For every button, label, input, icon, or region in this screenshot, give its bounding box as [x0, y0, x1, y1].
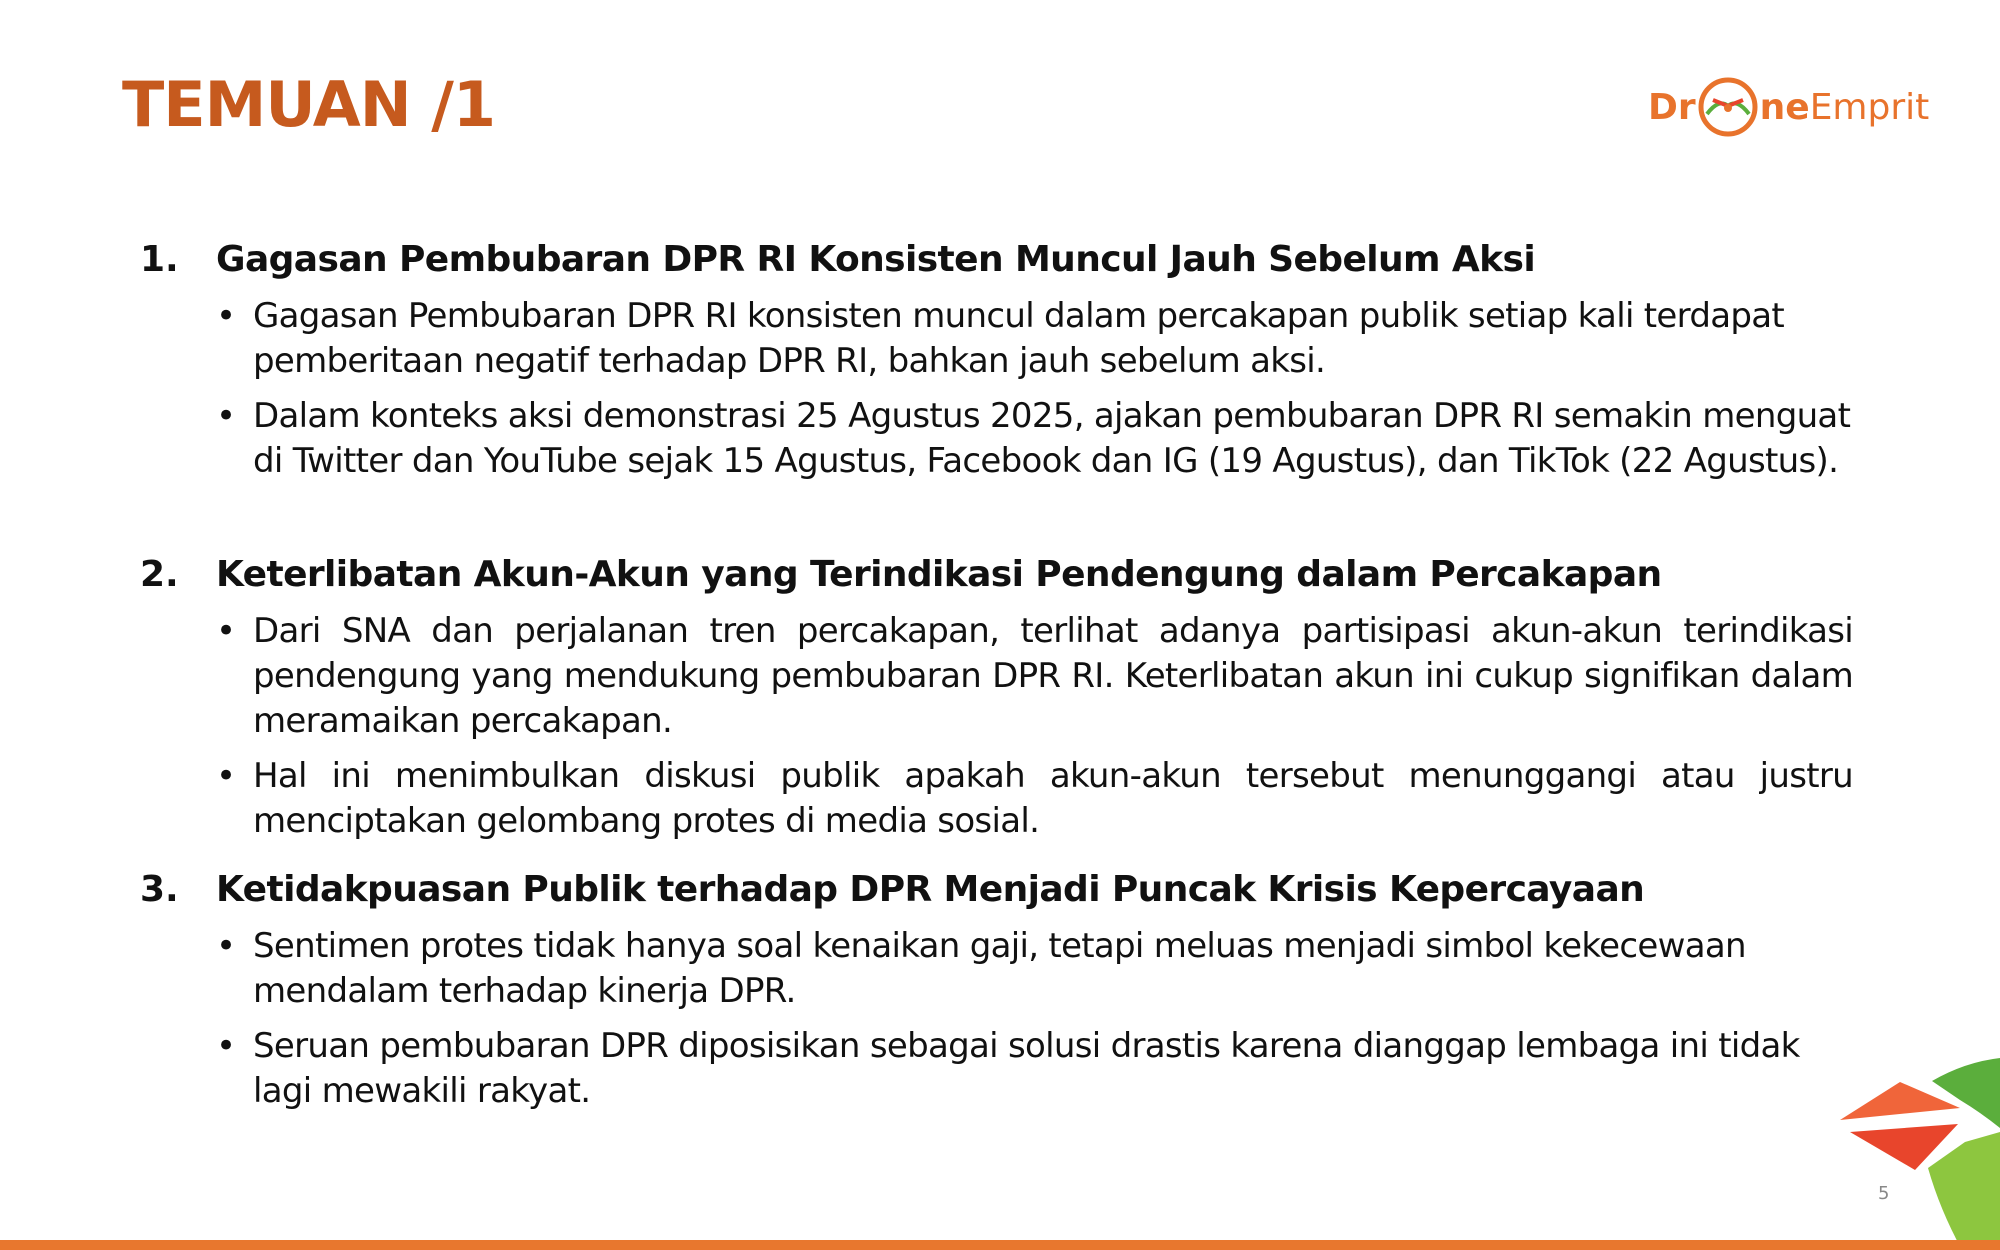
finding-heading: Keterlibatan Akun-Akun yang Terindikasi Pendengung dalam Percakapan [216, 554, 1662, 595]
bullet-dot: • [216, 756, 237, 796]
bullet-dot: • [216, 396, 237, 436]
logo-text-dr: Dr [1648, 86, 1696, 128]
bullet-text: Dari SNA dan perjalanan tren percakapan, terlihat adanya partisipasi akun-akun terindikasi pendengung yang mendukung pembubaran DPR RI. Keterlibatan akun ini cukup signifikan dalam meramaikan percakapan. [253, 611, 1853, 741]
finding-heading: Gagasan Pembubaran DPR RI Konsisten Muncul Jauh Sebelum Aksi [216, 239, 1536, 280]
bullet-text: Gagasan Pembubaran DPR RI konsisten muncul dalam percakapan publik setiap kali terdapat pemberitaan negatif terhadap DPR RI, bahkan jauh sebelum aksi. [253, 296, 1784, 381]
bullet-dot: • [216, 1026, 237, 1066]
bullet-dot: • [216, 611, 237, 651]
finding-heading: Ketidakpuasan Publik terhadap DPR Menjadi Puncak Krisis Kepercayaan [216, 869, 1645, 910]
bullet-dot: • [216, 296, 237, 336]
bullet-text: Hal ini menimbulkan diskusi publik apakah akun-akun tersebut menunggangi atau justru menciptakan gelombang protes di media sosial. [253, 756, 1853, 841]
logo-text-ne: ne [1759, 86, 1810, 128]
finding-number: 2. [140, 554, 179, 595]
slide-title: TEMUAN /1 [122, 68, 496, 141]
page-number: 5 [1878, 1183, 1890, 1204]
bullet-text: Sentimen protes tidak hanya soal kenaikan gaji, tetapi meluas menjadi simbol kekecewaan mendalam terhadap kinerja DPR. [253, 926, 1746, 1011]
finding-number: 3. [140, 869, 179, 910]
bullet-dot: • [216, 926, 237, 966]
finding-number: 1. [140, 239, 179, 280]
bullet-text: Dalam konteks aksi demonstrasi 25 Agustus 2025, ajakan pembubaran DPR RI semakin menguat di Twitter dan YouTube sejak 15 Agustus, Facebook dan IG (19 Agustus), dan TikTok (22 Agustus). [253, 396, 1851, 481]
bullet-text: Seruan pembubaran DPR diposisikan sebagai solusi drastis karena dianggap lembaga ini tidak lagi mewakili rakyat. [253, 1026, 1800, 1111]
logo-text-emprit: Emprit [1809, 86, 1930, 128]
decorative-corner-shapes [1840, 1040, 2000, 1250]
bottom-accent-bar [0, 1240, 2000, 1250]
